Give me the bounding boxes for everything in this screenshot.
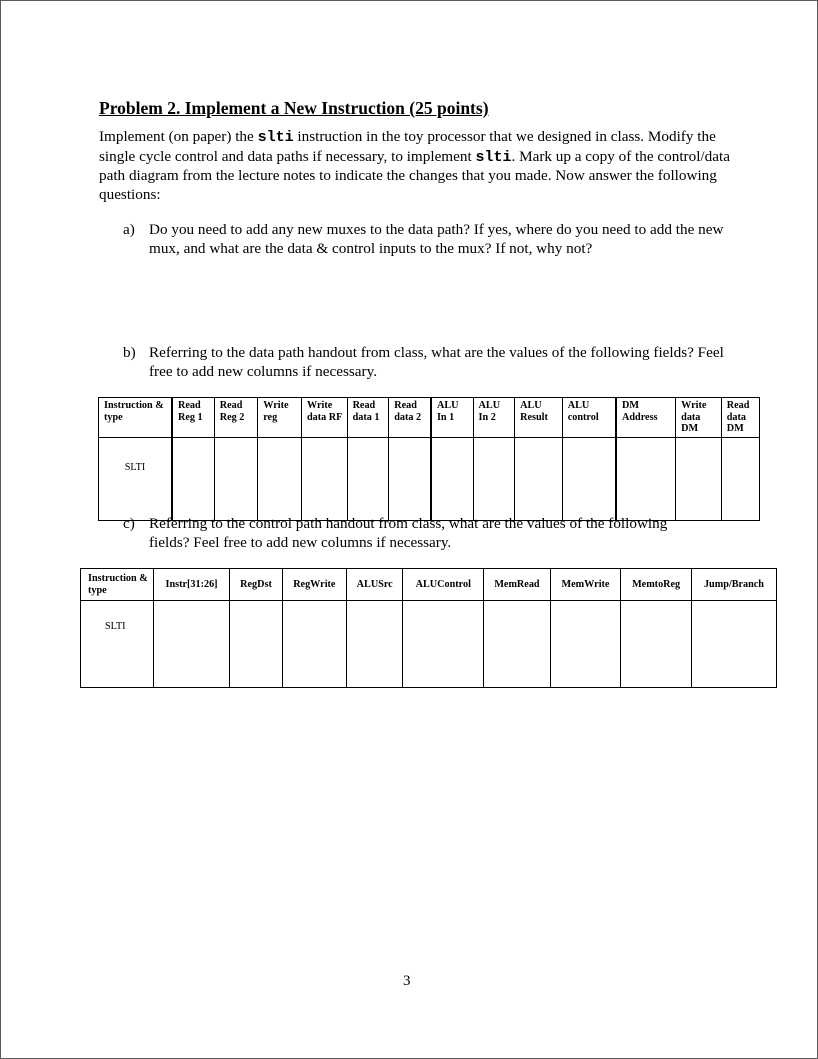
header-cell: RegWrite <box>282 569 346 601</box>
datapath-header-row <box>99 398 760 438</box>
header-cell: Read Reg 2 <box>214 398 257 438</box>
header-cell: MemtoReg <box>621 569 692 601</box>
header-cell: Write data DM <box>676 398 722 438</box>
question-a-text: Do you need to add any new muxes to the data path? If yes, where do you need to add the new mux, and what are the data & control inputs to the mux? If not, why not? <box>149 221 724 257</box>
answer-cell[interactable] <box>562 438 616 521</box>
header-cell: Read data DM <box>721 398 759 438</box>
intro-text-2: instruction in the toy processor that we designed in class. Modify the single cycle control and data paths if necessary, to implement <box>99 128 716 165</box>
header-cell: MemWrite <box>550 569 621 601</box>
answer-cell[interactable] <box>721 438 759 521</box>
header-cell: Read data 1 <box>347 398 389 438</box>
intro-paragraph <box>99 128 739 204</box>
header-cell: Jump/Branch <box>691 569 776 601</box>
header-cell: ALUSrc <box>347 569 403 601</box>
intro-code-2: slti <box>475 148 512 166</box>
control-header-row <box>81 569 777 601</box>
header-cell: Instruction & type <box>99 398 173 438</box>
control-table <box>80 568 777 688</box>
answer-cell[interactable] <box>691 601 776 688</box>
header-cell: ALU In 1 <box>431 398 473 438</box>
answer-cell[interactable] <box>347 438 389 521</box>
answer-cell[interactable] <box>172 438 214 521</box>
intro-text-3: . Mark up a copy of the control/data path diagram from the lecture notes to indicate the changes that you made. Now answer the following questions: <box>99 147 730 203</box>
intro-text-1: Implement (on paper) the <box>99 128 258 145</box>
question-b-label: b) <box>123 344 136 361</box>
header-cell: Write reg <box>258 398 302 438</box>
intro-code-1: slti <box>257 129 294 146</box>
question-c-text: Referring to the control path handout from class, what are the values of the following fields? Feel free to add new columns if necessary. <box>149 515 668 551</box>
header-cell: MemRead <box>484 569 551 601</box>
answer-cell[interactable] <box>431 438 473 521</box>
answer-cell[interactable] <box>153 601 230 688</box>
question-b-text: Referring to the data path handout from class, what are the values of the following fields? Feel free to add new columns if necessary. <box>149 344 724 380</box>
header-cell: ALU control <box>562 398 616 438</box>
header-cell: ALUControl <box>403 569 484 601</box>
control-slti-row <box>81 601 777 688</box>
answer-cell[interactable] <box>282 601 346 688</box>
answer-cell[interactable] <box>258 438 302 521</box>
row-label: SLTI <box>81 601 154 688</box>
header-cell: DM Address <box>616 398 676 438</box>
header-cell: RegDst <box>230 569 282 601</box>
answer-cell[interactable] <box>550 601 621 688</box>
row-label: SLTI <box>99 438 173 521</box>
answer-cell[interactable] <box>621 601 692 688</box>
problem-title: Problem 2. Implement a New Instruction (25 points) <box>99 98 489 118</box>
header-cell: ALU In 2 <box>473 398 515 438</box>
answer-cell[interactable] <box>484 601 551 688</box>
header-cell: Instruction & type <box>81 569 154 601</box>
header-cell: Read Reg 1 <box>172 398 214 438</box>
answer-cell[interactable] <box>389 438 431 521</box>
header-cell: Instr[31:26] <box>153 569 230 601</box>
answer-cell[interactable] <box>616 438 676 521</box>
answer-cell[interactable] <box>347 601 403 688</box>
header-cell: Read data 2 <box>389 398 431 438</box>
header-cell: Write data RF <box>302 398 348 438</box>
answer-cell[interactable] <box>473 438 515 521</box>
question-a-label: a) <box>123 221 135 238</box>
answer-cell[interactable] <box>230 601 282 688</box>
answer-cell[interactable] <box>214 438 257 521</box>
question-c-label: c) <box>123 515 135 532</box>
answer-cell[interactable] <box>403 601 484 688</box>
page-number: 3 <box>403 973 411 989</box>
answer-cell[interactable] <box>302 438 348 521</box>
header-cell: ALU Result <box>515 398 563 438</box>
datapath-table <box>98 397 760 521</box>
answer-cell[interactable] <box>676 438 722 521</box>
answer-cell[interactable] <box>515 438 563 521</box>
datapath-slti-row <box>99 438 760 521</box>
